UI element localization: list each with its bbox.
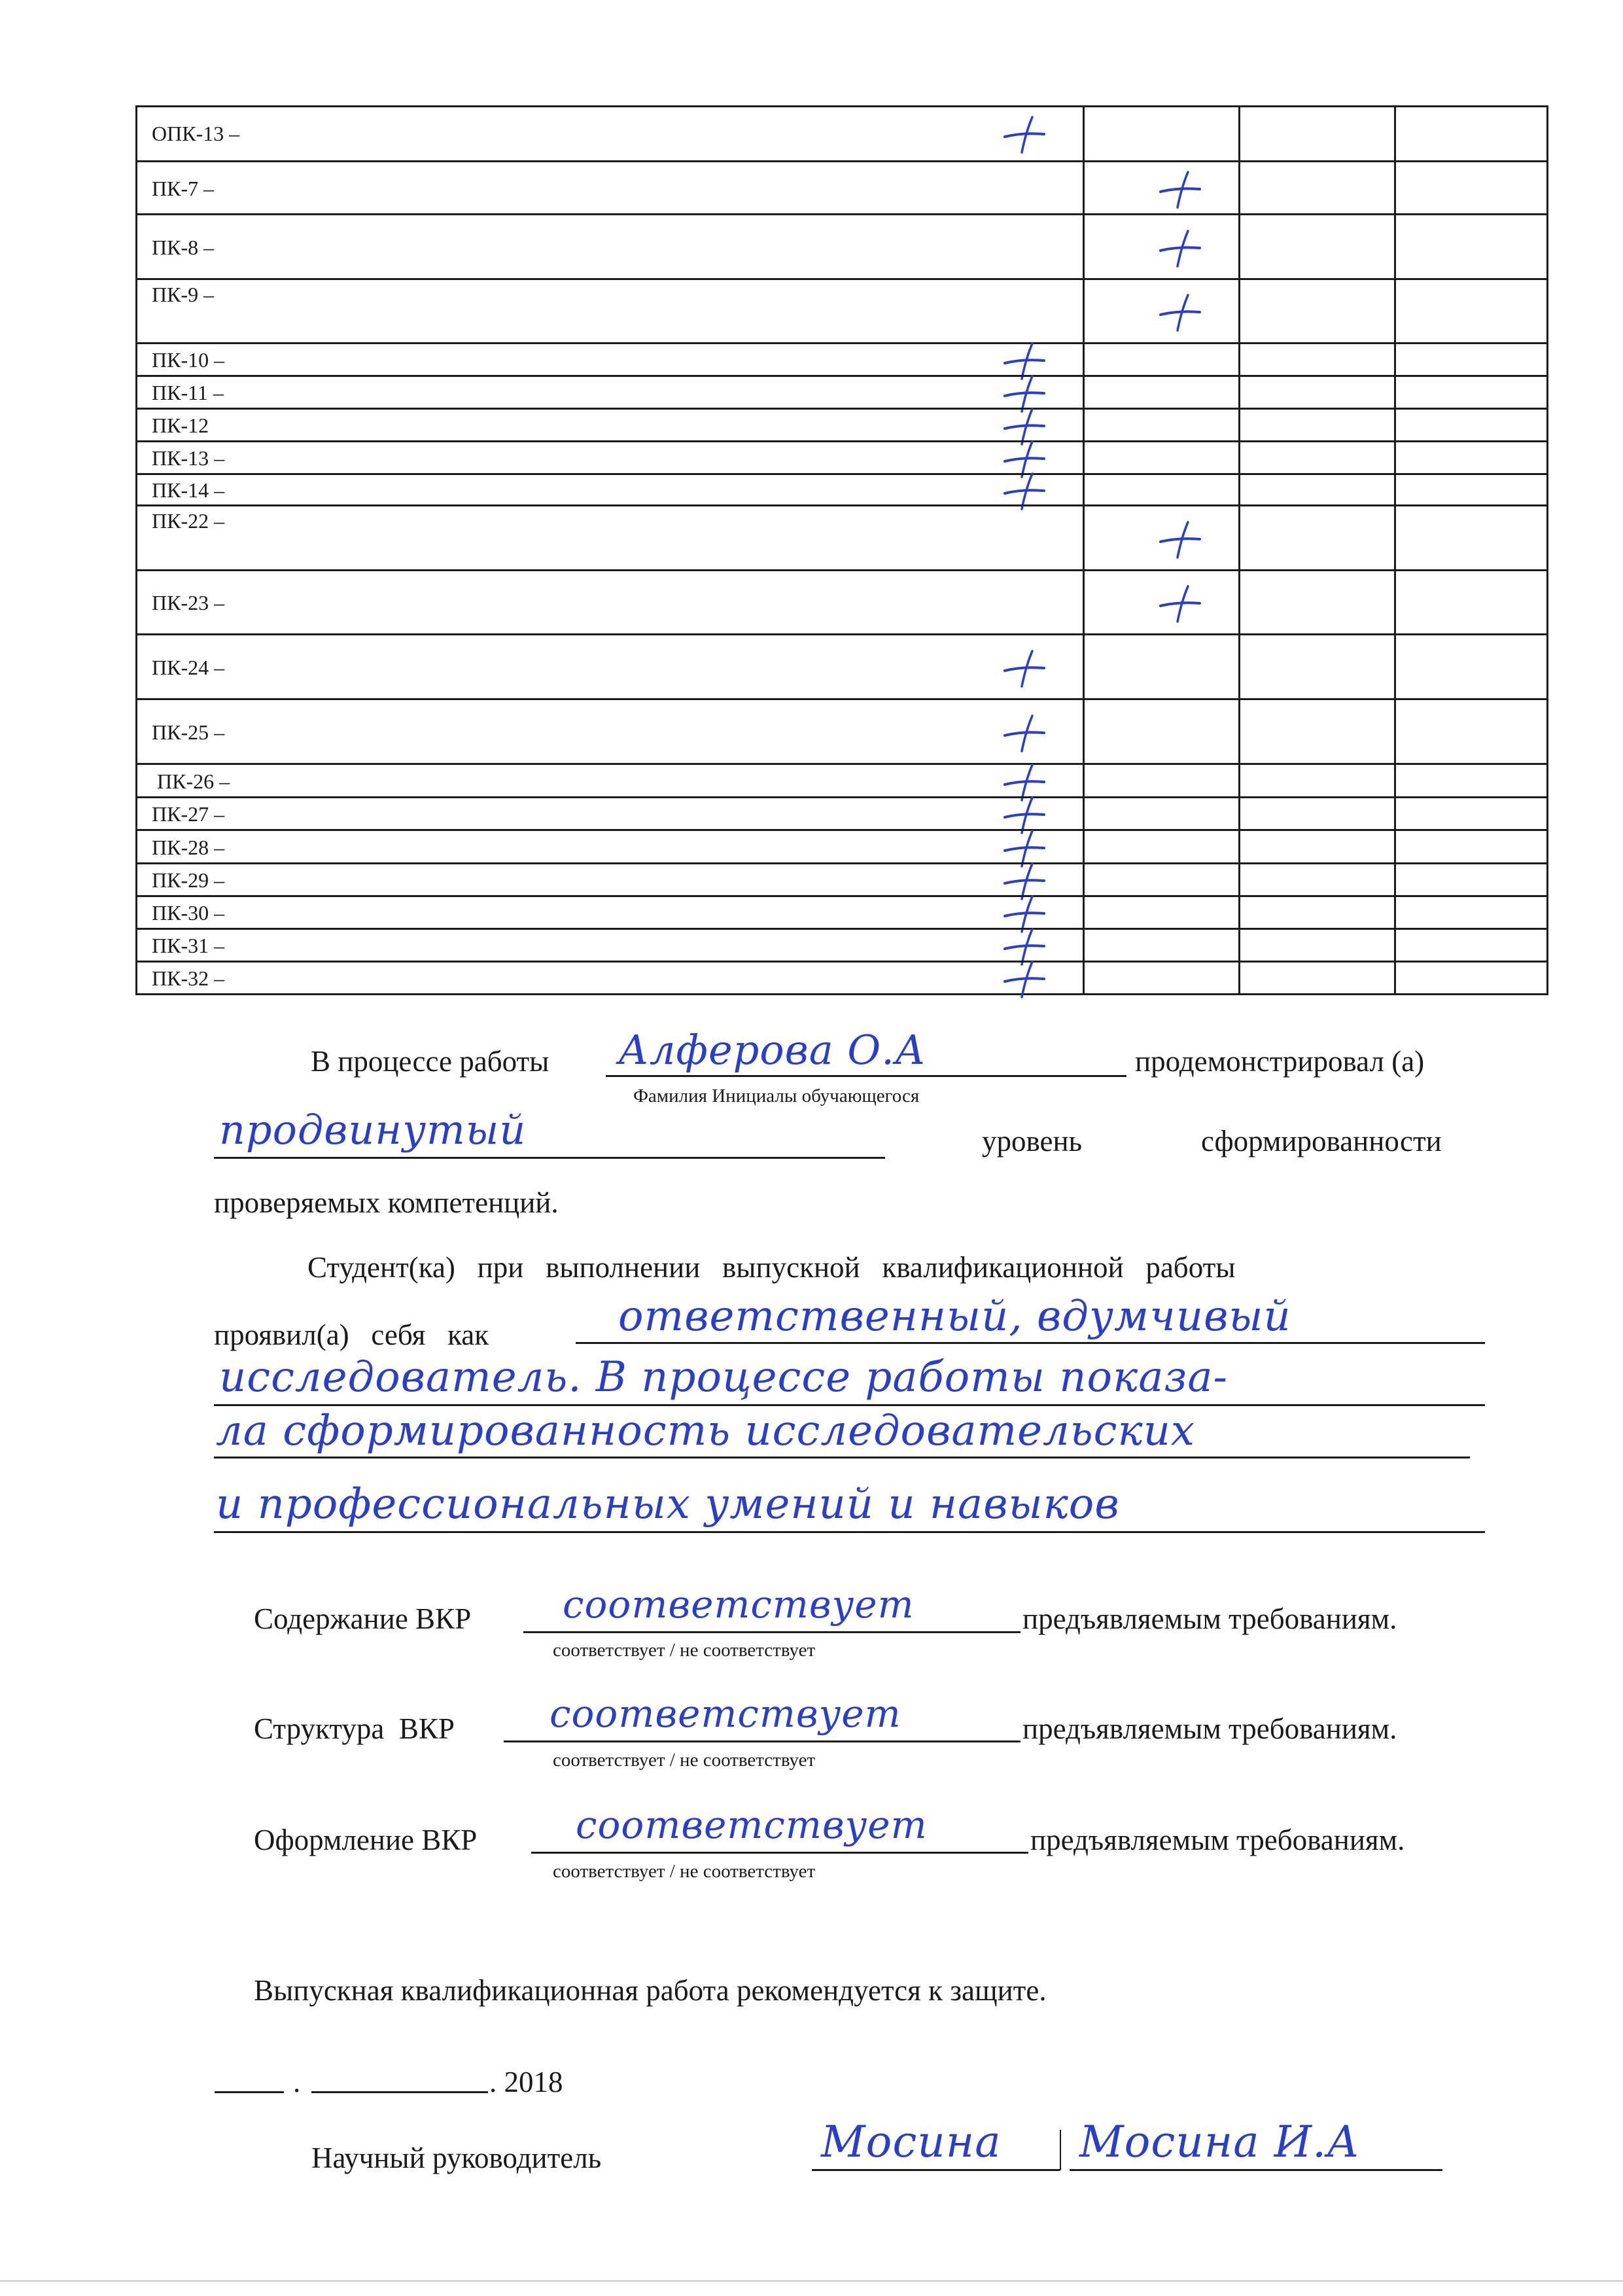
competency-cell bbox=[137, 700, 1083, 763]
table-row bbox=[137, 440, 1546, 473]
table-row bbox=[137, 763, 1546, 796]
level-cell-3[interactable] bbox=[1394, 410, 1546, 440]
level-cell-3[interactable] bbox=[1394, 280, 1546, 342]
characterization-handwriting-2: исследователь. В процессе работы показа- bbox=[219, 1353, 1229, 1402]
competency-cell bbox=[137, 344, 1083, 375]
level-cell-1[interactable] bbox=[1083, 442, 1238, 473]
competency-code: ПК-10 – bbox=[152, 348, 225, 372]
formatting-label: Оформление ВКР bbox=[254, 1824, 478, 1856]
competency-code: ПК-7 – bbox=[152, 176, 215, 200]
formed-word: сформированности bbox=[1201, 1125, 1442, 1157]
plus-mark-icon bbox=[1158, 584, 1204, 623]
level-cell-2[interactable] bbox=[1238, 897, 1394, 928]
table-row bbox=[137, 342, 1546, 375]
level-cell-3[interactable] bbox=[1394, 571, 1546, 633]
level-cell-1[interactable] bbox=[1083, 798, 1238, 829]
table-row bbox=[137, 928, 1546, 961]
level-cell-2[interactable] bbox=[1238, 442, 1394, 473]
competency-cell bbox=[137, 107, 1083, 160]
table-row bbox=[137, 895, 1546, 928]
characterization-handwriting-1: ответственный, вдумчивый bbox=[618, 1292, 1291, 1341]
table-row bbox=[137, 408, 1546, 440]
level-cell-3[interactable] bbox=[1394, 831, 1546, 862]
level-cell-2[interactable] bbox=[1238, 963, 1394, 993]
competency-cell bbox=[137, 798, 1083, 829]
characterization-line1: Студент(ка) при выполнении выпускной квалификационной работы bbox=[307, 1251, 1236, 1284]
level-cell-3[interactable] bbox=[1394, 897, 1546, 928]
level-cell-2[interactable] bbox=[1238, 700, 1394, 763]
competency-cell bbox=[137, 280, 1083, 342]
table-row bbox=[137, 633, 1546, 698]
competency-code: ПК-24 – bbox=[152, 655, 225, 679]
name-caption: Фамилия Инициалы обучающегося bbox=[633, 1086, 920, 1106]
student-name-field[interactable] bbox=[606, 1075, 1126, 1077]
competency-cell bbox=[137, 410, 1083, 440]
content-caption: соответствует / не соответствует bbox=[553, 1640, 816, 1661]
competency-code: ПК-26 – bbox=[152, 769, 230, 793]
structure-suffix: предъявляемым требованиям. bbox=[1022, 1712, 1397, 1745]
table-row bbox=[137, 473, 1546, 504]
signature-divider bbox=[1060, 2130, 1061, 2170]
level-cell-2[interactable] bbox=[1238, 831, 1394, 862]
level-word: уровень bbox=[982, 1125, 1083, 1157]
level-cell-3[interactable] bbox=[1394, 442, 1546, 473]
competency-cell bbox=[137, 215, 1083, 278]
date-day-field[interactable] bbox=[215, 2091, 284, 2093]
level-cell-1[interactable] bbox=[1083, 410, 1238, 440]
level-cell-2[interactable] bbox=[1238, 107, 1394, 160]
level-cell-3[interactable] bbox=[1394, 162, 1546, 213]
competency-cell bbox=[137, 765, 1083, 796]
content-label: Содержание ВКР bbox=[254, 1602, 472, 1635]
characterization-field-1[interactable] bbox=[576, 1342, 1485, 1344]
structure-label: Структура ВКР bbox=[254, 1712, 455, 1745]
competency-cell bbox=[137, 442, 1083, 473]
competency-code: ОПК-13 – bbox=[152, 121, 240, 145]
formatting-field[interactable] bbox=[531, 1852, 1028, 1854]
plus-mark-icon bbox=[1002, 959, 1048, 998]
competency-code: ПК-8 – bbox=[152, 235, 215, 259]
plus-mark-icon bbox=[1158, 292, 1204, 332]
competency-cell bbox=[137, 162, 1083, 213]
competency-code: ПК-28 – bbox=[152, 835, 225, 859]
level-cell-2[interactable] bbox=[1238, 506, 1394, 569]
level-cell-1[interactable] bbox=[1083, 831, 1238, 862]
table-row bbox=[137, 213, 1546, 278]
content-suffix: предъявляемым требованиям. bbox=[1022, 1602, 1397, 1635]
competency-code: ПК-23 – bbox=[152, 591, 225, 614]
competency-code: ПК-29 – bbox=[152, 868, 225, 892]
student-name-handwriting: Алферова О.А bbox=[618, 1026, 926, 1074]
level-cell-2[interactable] bbox=[1238, 410, 1394, 440]
competency-code: ПК-25 – bbox=[152, 720, 225, 744]
characterization-prefix: проявил(а) себя как bbox=[214, 1318, 489, 1351]
level-cell-2[interactable] bbox=[1238, 475, 1394, 504]
level-cell-1[interactable] bbox=[1083, 897, 1238, 928]
table-row bbox=[137, 375, 1546, 408]
supervisor-name-field[interactable] bbox=[1070, 2169, 1442, 2171]
level-cell-3[interactable] bbox=[1394, 377, 1546, 408]
level-cell-1[interactable] bbox=[1083, 344, 1238, 375]
plus-mark-icon bbox=[1158, 520, 1204, 559]
competency-cell bbox=[137, 377, 1083, 408]
level-cell-3[interactable] bbox=[1394, 930, 1546, 961]
level-cell-3[interactable] bbox=[1394, 506, 1546, 569]
formatting-caption: соответствует / не соответствует bbox=[553, 1861, 816, 1882]
level-cell-3[interactable] bbox=[1394, 864, 1546, 895]
level-cell-1[interactable] bbox=[1083, 963, 1238, 993]
competency-code: ПК-22 – bbox=[152, 509, 225, 533]
level-cell-1[interactable] bbox=[1083, 377, 1238, 408]
structure-handwriting: соответствует bbox=[550, 1691, 901, 1736]
competency-cell bbox=[137, 831, 1083, 862]
table-row bbox=[137, 698, 1546, 763]
structure-caption: соответствует / не соответствует bbox=[553, 1750, 816, 1771]
formatting-handwriting: соответствует bbox=[576, 1803, 928, 1847]
supervisor-name-handwriting: Мосина И.А bbox=[1079, 2117, 1361, 2167]
competency-code: ПК-31 – bbox=[152, 934, 225, 957]
table-row bbox=[137, 278, 1546, 342]
content-handwriting: соответствует bbox=[563, 1582, 915, 1627]
competencies-tail: проверяемых компетенций. bbox=[214, 1186, 559, 1219]
competency-cell bbox=[137, 506, 1083, 569]
competency-cell bbox=[137, 963, 1083, 993]
competency-cell bbox=[137, 571, 1083, 633]
competency-cell bbox=[137, 475, 1083, 504]
date-separator: . bbox=[293, 2066, 301, 2098]
level-cell-3[interactable] bbox=[1394, 215, 1546, 278]
competency-code: ПК-32 – bbox=[152, 966, 225, 990]
statement-intro: В процессе работы bbox=[311, 1045, 550, 1078]
level-cell-2[interactable] bbox=[1238, 162, 1394, 213]
level-cell-2[interactable] bbox=[1238, 864, 1394, 895]
plus-mark-icon bbox=[1158, 169, 1204, 209]
plus-mark-icon bbox=[1002, 115, 1048, 154]
level-cell-3[interactable] bbox=[1394, 798, 1546, 829]
level-handwriting: продвинутый bbox=[219, 1106, 527, 1154]
level-cell-1[interactable] bbox=[1083, 864, 1238, 895]
competency-cell bbox=[137, 864, 1083, 895]
level-cell-2[interactable] bbox=[1238, 635, 1394, 698]
table-row bbox=[137, 862, 1546, 895]
competency-code: ПК-14 – bbox=[152, 478, 225, 502]
content-field[interactable] bbox=[523, 1631, 1021, 1633]
level-cell-3[interactable] bbox=[1394, 963, 1546, 993]
supervisor-label: Научный руководитель bbox=[311, 2142, 602, 2174]
level-cell-3[interactable] bbox=[1394, 107, 1546, 160]
competency-code: ПК-27 – bbox=[152, 802, 225, 826]
level-cell-2[interactable] bbox=[1238, 377, 1394, 408]
competency-cell bbox=[137, 635, 1083, 698]
level-cell-2[interactable] bbox=[1238, 571, 1394, 633]
characterization-handwriting-4: и профессиональных умений и навыков bbox=[216, 1480, 1120, 1528]
statement-demonstrated: продемонстрировал (а) bbox=[1135, 1045, 1425, 1078]
table-row bbox=[137, 160, 1546, 213]
competency-cell bbox=[137, 930, 1083, 961]
table-row bbox=[137, 829, 1546, 862]
date-month-field[interactable] bbox=[311, 2091, 488, 2093]
characterization-field-2[interactable] bbox=[214, 1404, 1485, 1406]
level-cell-1[interactable] bbox=[1083, 635, 1238, 698]
level-cell-2[interactable] bbox=[1238, 280, 1394, 342]
level-field[interactable] bbox=[214, 1157, 885, 1159]
supervisor-signature-field[interactable] bbox=[812, 2169, 1060, 2171]
plus-mark-icon bbox=[1002, 648, 1048, 688]
competency-code: ПК-12 bbox=[152, 414, 209, 437]
table-row bbox=[137, 504, 1546, 569]
level-cell-1[interactable] bbox=[1083, 930, 1238, 961]
level-cell-1[interactable] bbox=[1083, 475, 1238, 504]
plus-mark-icon bbox=[1002, 713, 1048, 752]
level-cell-3[interactable] bbox=[1394, 635, 1546, 698]
structure-field[interactable] bbox=[504, 1740, 1021, 1742]
level-cell-2[interactable] bbox=[1238, 798, 1394, 829]
competency-code: ПК-13 – bbox=[152, 446, 225, 470]
characterization-field-3[interactable] bbox=[214, 1457, 1470, 1458]
formatting-suffix: предъявляемым требованиям. bbox=[1030, 1824, 1405, 1856]
level-cell-1[interactable] bbox=[1083, 765, 1238, 796]
competency-table bbox=[135, 105, 1548, 995]
table-row bbox=[137, 107, 1546, 160]
plus-mark-icon bbox=[1158, 228, 1204, 268]
table-row bbox=[137, 961, 1546, 993]
level-cell-3[interactable] bbox=[1394, 475, 1546, 504]
level-cell-3[interactable] bbox=[1394, 344, 1546, 375]
level-cell-2[interactable] bbox=[1238, 930, 1394, 961]
table-row bbox=[137, 796, 1546, 829]
level-cell-2[interactable] bbox=[1238, 215, 1394, 278]
competency-code: ПК-11 – bbox=[152, 381, 224, 404]
level-cell-2[interactable] bbox=[1238, 344, 1394, 375]
level-cell-1[interactable] bbox=[1083, 107, 1238, 160]
supervisor-signature: Мосина bbox=[821, 2117, 1002, 2167]
characterization-field-4[interactable] bbox=[214, 1531, 1485, 1533]
date-year: . 2018 bbox=[489, 2066, 563, 2098]
characterization-handwriting-3: ла сформированность исследовательских bbox=[216, 1407, 1195, 1455]
level-cell-2[interactable] bbox=[1238, 765, 1394, 796]
level-cell-3[interactable] bbox=[1394, 700, 1546, 763]
recommendation: Выпускная квалификационная работа рекомендуется к защите. bbox=[254, 1974, 1047, 2007]
competency-cell bbox=[137, 897, 1083, 928]
level-cell-3[interactable] bbox=[1394, 765, 1546, 796]
competency-code: ПК-30 – bbox=[152, 901, 225, 925]
table-row bbox=[137, 569, 1546, 633]
level-cell-1[interactable] bbox=[1083, 700, 1238, 763]
competency-code: ПК-9 – bbox=[152, 283, 215, 306]
scan-edge-line bbox=[0, 2280, 1623, 2282]
